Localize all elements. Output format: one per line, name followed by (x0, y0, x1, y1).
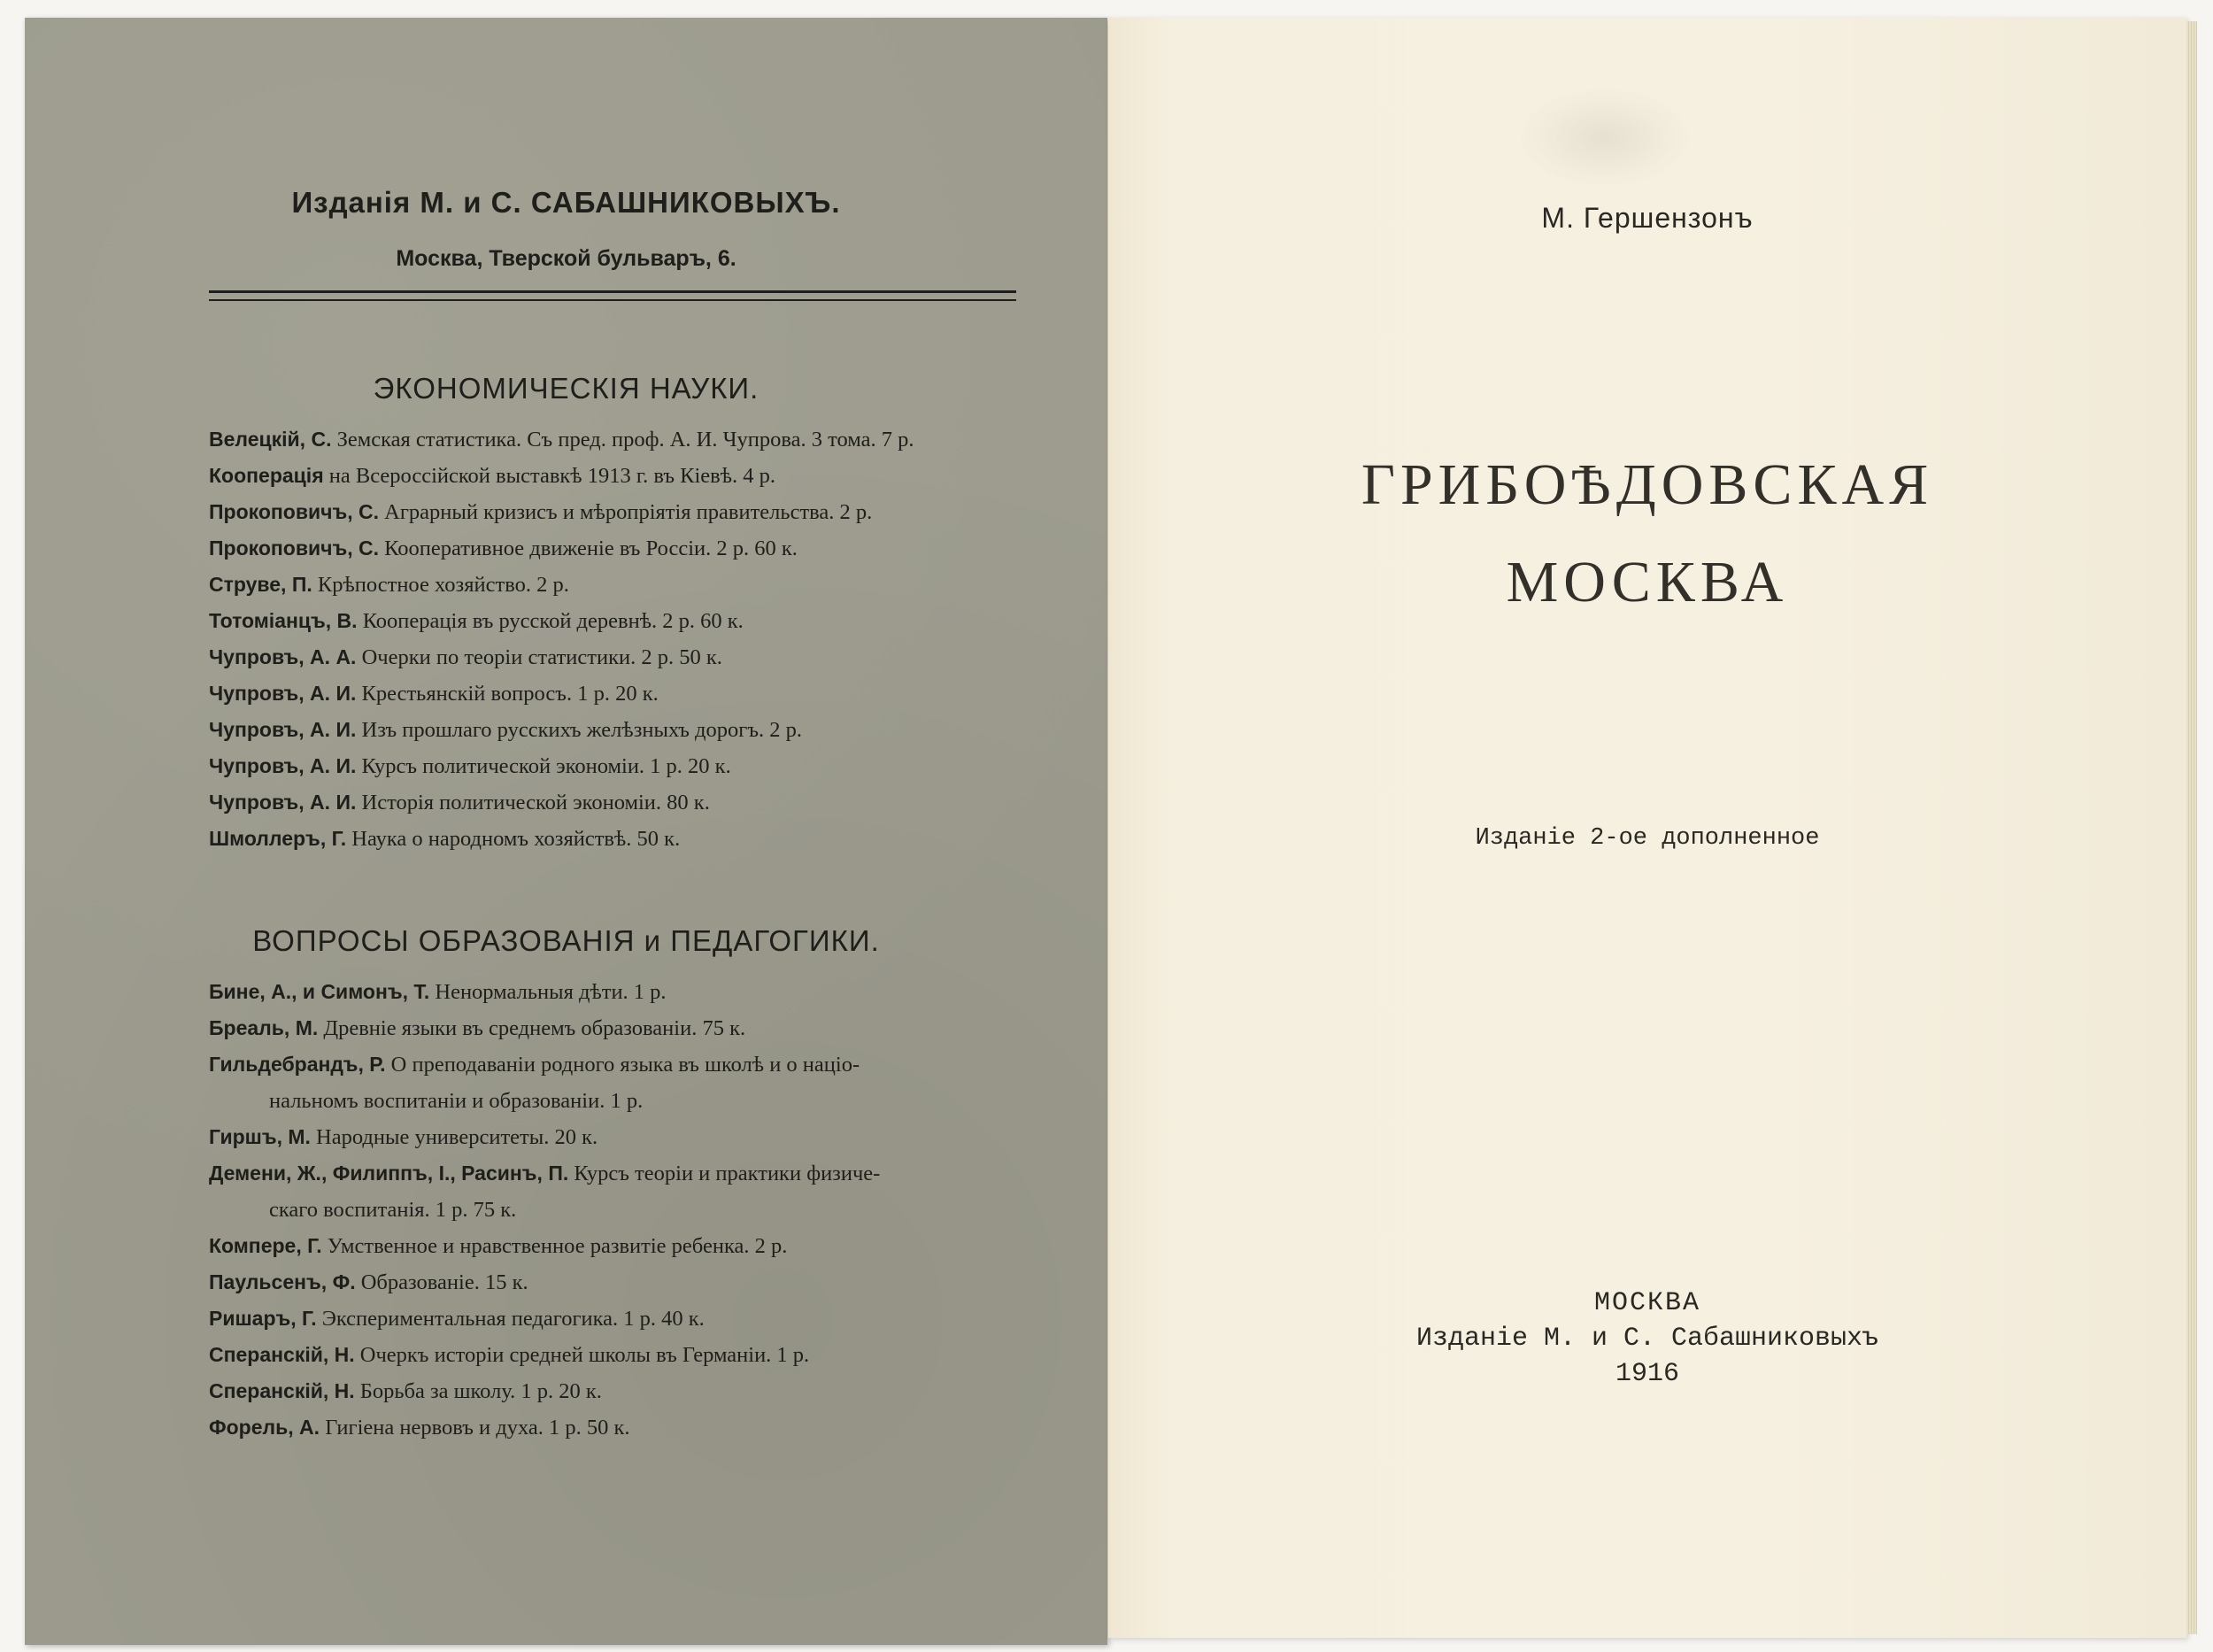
imprint-city: МОСКВА (1593, 1288, 1701, 1318)
edition-note: Изданіе 2-ое дополненное (1475, 825, 1820, 852)
list-item: Прокоповичъ, С. Кооперативное движеніе въ Россіи. 2 р. 60 к. (209, 537, 798, 560)
list-item: скаго воспитанія. 1 р. 75 к. (269, 1198, 517, 1222)
list-item: Струве, П. Крѣпостное хозяйство. 2 р. (209, 573, 569, 597)
book-title-line-1: ГРИБОѢДОВСКАЯ (1361, 452, 1934, 517)
list-item: Гильдебрандъ, Р. О преподаваніи родного языка въ школѣ и о націо- (209, 1053, 860, 1077)
book-title-line-2: МОСКВА (1506, 550, 1789, 614)
list-item: Чупровъ, А. И. Изъ прошлаго русскихъ желѣзныхъ дорогъ. 2 р. (209, 718, 802, 742)
list-item: Компере, Г. Умственное и нравственное развитіе ребенка. 2 р. (209, 1234, 788, 1258)
publisher-heading: Изданія М. и С. САБАШНИКОВЫХЪ. (291, 186, 841, 219)
list-item: Гиршъ, М. Народные университеты. 20 к. (209, 1125, 598, 1149)
list-item: Прокоповичъ, С. Аграрный кризисъ и мѣропріятія правительства. 2 р. (209, 500, 873, 524)
imprint-year: 1916 (1615, 1359, 1679, 1389)
list-item: Демени, Ж., Филиппъ, І., Расинъ, П. Курсъ теоріи и практики физиче- (209, 1162, 881, 1185)
list-item: Тотоміанцъ, В. Кооперація въ русской деревнѣ. 2 р. 60 к. (209, 609, 744, 633)
economics-list (209, 421, 1023, 857)
list-item: Паульсенъ, Ф. Образованіе. 15 к. (209, 1270, 528, 1294)
list-item: Чупровъ, А. А. Очерки по теоріи статистики. 2 р. 50 к. (209, 645, 722, 669)
education-list (209, 974, 1023, 1446)
double-rule-bottom (209, 299, 1016, 301)
book-author: М. Гершензонъ (1541, 202, 1754, 234)
page-edges (2186, 21, 2197, 1634)
section-title-education: ВОПРОСЫ ОБРАЗОВАНІЯ и ПЕДАГОГИКИ. (252, 924, 880, 957)
double-rule-top (209, 290, 1016, 293)
list-item: Ришаръ, Г. Экспериментальная педагогика. 1 р. 40 к. (209, 1307, 705, 1331)
imprint-publisher: Изданіе М. и С. Сабашниковыхъ (1415, 1324, 1879, 1354)
section-title-economics: ЭКОНОМИЧЕСКІЯ НАУКИ. (373, 372, 760, 405)
list-item: Форель, А. Гигіена нервовъ и духа. 1 р. 50 к. (209, 1416, 630, 1440)
list-item: Чупровъ, А. И. Курсъ политической экономіи. 1 р. 20 к. (209, 754, 731, 778)
title-page (1108, 18, 2186, 1638)
list-item: Бине, А., и Симонъ, Т. Ненормальныя дѣти. 1 р. (209, 980, 667, 1004)
list-item: Велецкій, С. Земская статистика. Съ пред. проф. А. И. Чупрова. 3 тома. 7 р. (209, 428, 914, 452)
list-item: Чупровъ, А. И. Исторія политической экономіи. 80 к. (209, 791, 710, 814)
list-item: Чупровъ, А. И. Крестьянскій вопросъ. 1 р. 20 к. (209, 682, 659, 706)
list-item: Сперанскій, Н. Борьба за школу. 1 р. 20 к. (209, 1379, 602, 1403)
list-item: Шмоллеръ, Г. Наука о народномъ хозяйствѣ. 50 к. (209, 827, 681, 851)
publisher-catalog-page (25, 18, 1107, 1645)
library-stamp (1521, 89, 1689, 186)
list-item: нальномъ воспитаніи и образованіи. 1 р. (269, 1089, 644, 1113)
list-item: Бреаль, М. Древніе языки въ среднемъ образованіи. 75 к. (209, 1016, 746, 1040)
list-item: Кооперація на Всероссійской выставкѣ 1913 г. въ Кіевѣ. 4 р. (209, 464, 776, 488)
list-item: Сперанскій, Н. Очеркъ исторіи средней школы въ Германіи. 1 р. (209, 1343, 810, 1367)
publisher-address: Москва, Тверской бульваръ, 6. (396, 246, 736, 271)
